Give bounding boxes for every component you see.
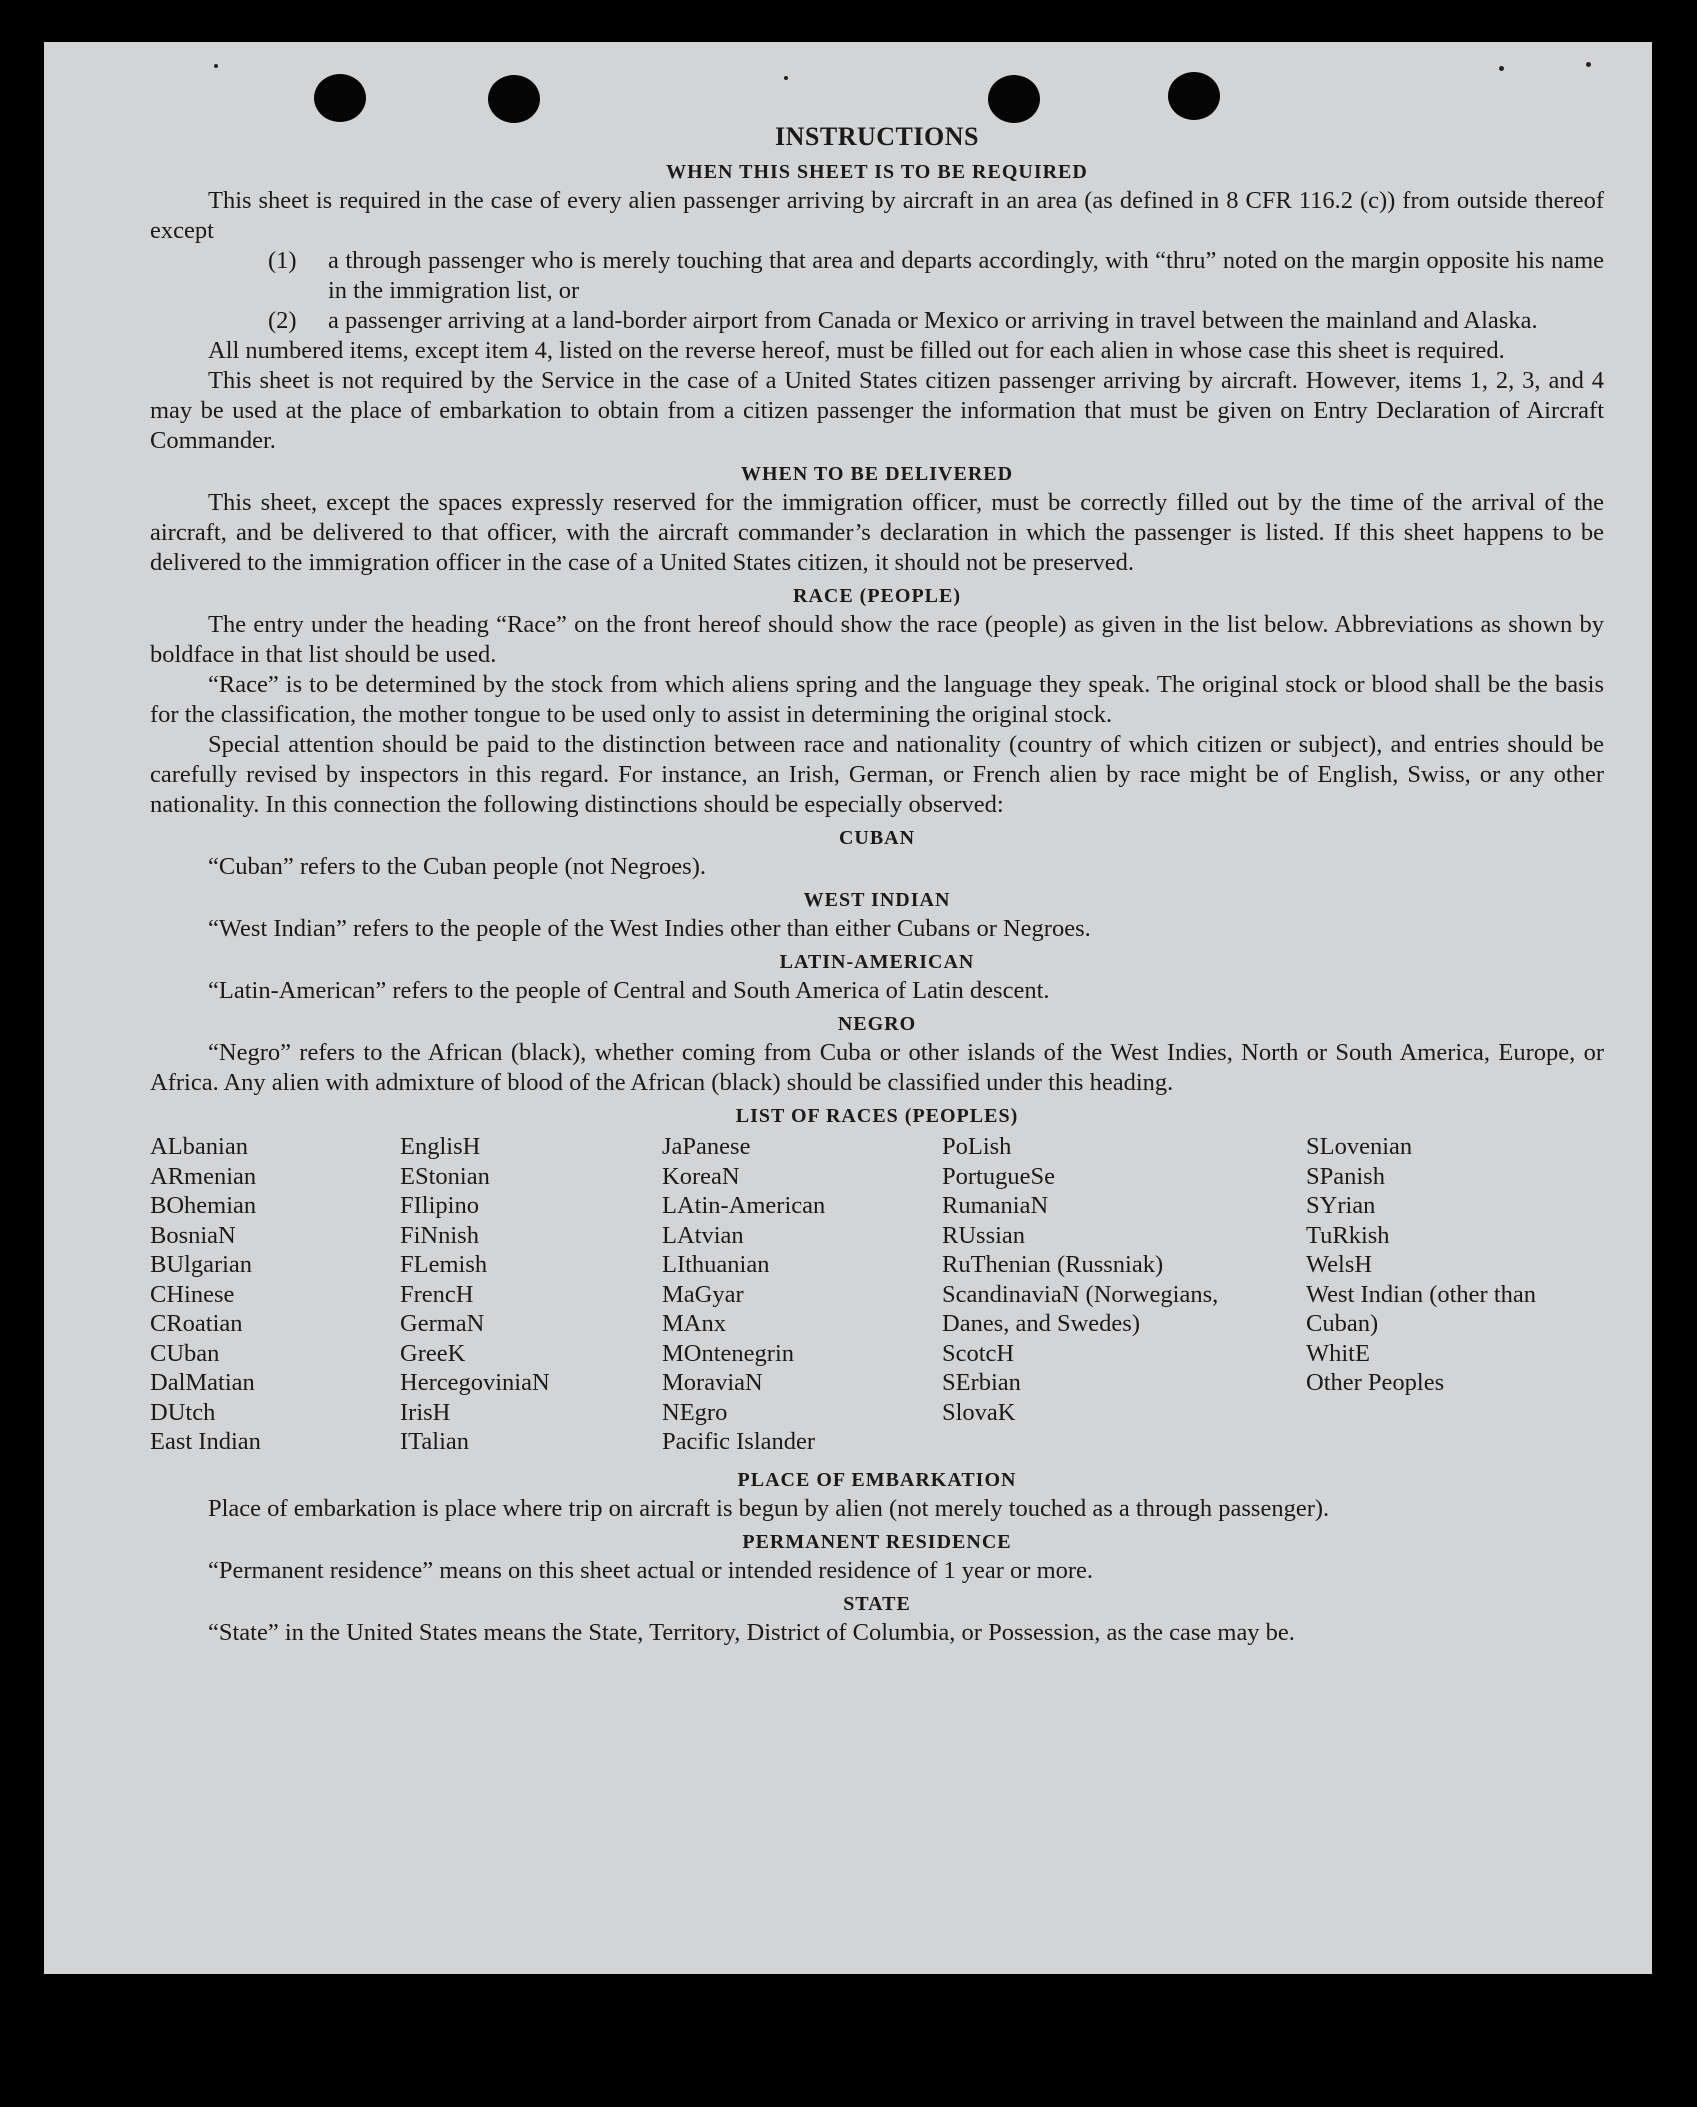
- paragraph: “West Indian” refers to the people of the West Indies other than either Cubans or Negroes.: [208, 915, 1091, 942]
- item-number: (2): [268, 307, 297, 334]
- race-item: Other Peoples: [1306, 1369, 1445, 1396]
- race-item: ITalian: [400, 1428, 470, 1455]
- race-item: IrisH: [400, 1398, 451, 1426]
- section-heading: WEST INDIAN: [803, 889, 951, 911]
- paragraph: This sheet, except the spaces expressly reserved for the immigration officer, must be correctly filled out by the time of the arrival of the aircraft, and be delivered to that officer, with the aircraft commander’s declaration in which the passenger is listed. If this sheet happens to be delivered to the immigration officer in the case of a United States citizen, it should not be preserved.: [150, 489, 1604, 576]
- race-item: MoraviaN: [662, 1369, 763, 1396]
- race-item: WelsH: [1306, 1251, 1373, 1278]
- section-heading: NEGRO: [837, 1013, 917, 1035]
- race-item: MaGyar: [662, 1280, 744, 1308]
- list-item: [268, 246, 1604, 306]
- race-item: MOntenegrin: [662, 1339, 794, 1367]
- race-item: BUlgarian: [150, 1251, 253, 1278]
- speck: [1586, 62, 1591, 67]
- race-item: JaPanese: [662, 1133, 751, 1160]
- race-item: WhitE: [1306, 1339, 1370, 1367]
- paragraph: “Race” is to be determined by the stock from which aliens spring and the language they speak. The original stock or blood shall be the basis for the classification, the mother tongue to be used only to assist in determining the original stock.: [150, 671, 1604, 728]
- race-item: FIlipino: [400, 1192, 479, 1219]
- paragraph: Special attention should be paid to the distinction between race and nationality (country of which citizen or subject), and entries should be carefully revised by inspectors in this regard. For instance, an Irish, German, or French alien by race might be of English, Swiss, or any other nationality. In this connection the following distinctions should be especially observed:: [150, 731, 1604, 818]
- race-item: CUban: [150, 1339, 220, 1367]
- race-column: [1306, 1132, 1556, 1398]
- race-item: GreeK: [400, 1339, 466, 1367]
- race-item: DalMatian: [150, 1369, 255, 1396]
- race-item: ScotcH: [942, 1339, 1015, 1367]
- race-column: [662, 1132, 932, 1457]
- paragraph: “Latin-American” refers to the people of Central and South America of Latin descent.: [208, 977, 1050, 1004]
- paragraph: “Negro” refers to the African (black), whether coming from Cuba or other islands of the West Indies, North or South America, Europe, or Africa. Any alien with admixture of blood of the African (black) should be classified under this heading.: [150, 1039, 1604, 1096]
- list-item: [268, 306, 1604, 336]
- race-item: EStonian: [400, 1162, 490, 1190]
- race-item: SlovaK: [942, 1398, 1016, 1426]
- race-list: [150, 1132, 1604, 1462]
- race-column: [150, 1132, 390, 1457]
- race-item: NEgro: [662, 1398, 728, 1426]
- punch-hole: [488, 75, 540, 123]
- race-item: FLemish: [400, 1251, 488, 1278]
- race-item: GermaN: [400, 1310, 485, 1337]
- race-item: SYrian: [1306, 1192, 1376, 1219]
- race-item: ALbanian: [150, 1133, 248, 1160]
- section-heading: STATE: [843, 1593, 911, 1615]
- race-item: BOhemian: [150, 1192, 257, 1219]
- paragraph: “Permanent residence” means on this sheet actual or intended residence of 1 year or more.: [208, 1557, 1094, 1584]
- race-item: LAtin-American: [662, 1192, 826, 1219]
- paragraph: “Cuban” refers to the Cuban people (not Negroes).: [208, 853, 706, 880]
- race-item: ARmenian: [150, 1162, 257, 1190]
- race-item: PoLish: [942, 1133, 1012, 1160]
- race-item: RuThenian (Russniak): [942, 1251, 1164, 1278]
- paragraph: All numbered items, except item 4, listed on the reverse hereof, must be filled out for each alien in whose case this sheet is required.: [208, 337, 1505, 364]
- page-title: INSTRUCTIONS: [775, 122, 979, 151]
- paragraph: This sheet is required in the case of every alien passenger arriving by aircraft in an area (as defined in 8 CFR 116.2 (c)) from outside thereof except: [150, 187, 1604, 244]
- race-item: FrencH: [400, 1280, 474, 1308]
- item-number: (1): [268, 247, 297, 274]
- instructions-content: [150, 120, 1604, 1648]
- section-heading: LATIN-AMERICAN: [779, 951, 975, 973]
- paragraph: This sheet is not required by the Service in the case of a United States citizen passenger arriving by aircraft. However, items 1, 2, 3, and 4 may be used at the place of embarkation to obtain from a citizen passenger the information that must be given on Entry Declaration of Aircraft Commander.: [150, 367, 1604, 454]
- section-heading: PERMANENT RESIDENCE: [742, 1531, 1012, 1553]
- section-heading: WHEN TO BE DELIVERED: [740, 463, 1014, 485]
- race-item: Pacific Islander: [662, 1428, 816, 1455]
- race-item: SErbian: [942, 1369, 1021, 1396]
- speck: [1499, 66, 1504, 71]
- race-column: [400, 1132, 650, 1457]
- punch-hole: [314, 74, 366, 122]
- punch-hole: [1168, 72, 1220, 120]
- section-heading: RACE (PEOPLE): [793, 585, 961, 607]
- section-heading: PLACE OF EMBARKATION: [737, 1469, 1017, 1491]
- item-text: a through passenger who is merely touching that area and departs accordingly, with “thru” noted on the margin opposite his name in the immigration list, or: [328, 247, 1604, 304]
- race-item: CRoatian: [150, 1310, 243, 1337]
- race-item: BosniaN: [150, 1221, 236, 1249]
- item-text: a passenger arriving at a land-border airport from Canada or Mexico or arriving in travel between the mainland and Alaska.: [328, 307, 1538, 334]
- race-item: SLovenian: [1306, 1133, 1413, 1160]
- section-heading: WHEN THIS SHEET IS TO BE REQUIRED: [666, 161, 1088, 183]
- document-sheet: [44, 42, 1652, 1974]
- race-item: LAtvian: [662, 1221, 744, 1249]
- section-heading: CUBAN: [838, 827, 916, 849]
- paragraph: “State” in the United States means the State, Territory, District of Columbia, or Possession, as the case may be.: [208, 1619, 1295, 1646]
- race-item: KoreaN: [662, 1162, 740, 1190]
- section-heading: LIST OF RACES (PEOPLES): [735, 1105, 1019, 1127]
- race-column: [942, 1132, 1232, 1427]
- race-item: MAnx: [662, 1310, 726, 1337]
- race-item: ScandinaviaN (Norwegians, Danes, and Swedes): [942, 1280, 1219, 1337]
- race-item: RumaniaN: [942, 1192, 1049, 1219]
- race-item: EnglisH: [400, 1133, 481, 1160]
- race-item: PortugueSe: [942, 1162, 1055, 1190]
- speck: [214, 64, 218, 68]
- race-item: LIthuanian: [662, 1251, 770, 1278]
- paragraph: Place of embarkation is place where trip on aircraft is begun by alien (not merely touched as a through passenger).: [208, 1495, 1330, 1522]
- race-item: RUssian: [942, 1221, 1026, 1249]
- race-item: CHinese: [150, 1280, 235, 1308]
- race-item: East Indian: [150, 1428, 261, 1455]
- punch-hole: [988, 75, 1040, 123]
- race-item: West Indian (other than Cuban): [1306, 1280, 1537, 1337]
- race-item: DUtch: [150, 1398, 216, 1426]
- race-item: HercegoviniaN: [400, 1369, 550, 1396]
- speck: [784, 76, 788, 80]
- race-item: TuRkish: [1306, 1221, 1390, 1249]
- paragraph: The entry under the heading “Race” on the front hereof should show the race (people) as given in the list below. Abbreviations as shown by boldface in that list should be used.: [150, 611, 1604, 668]
- race-item: SPanish: [1306, 1162, 1385, 1190]
- race-item: FiNnish: [400, 1221, 479, 1249]
